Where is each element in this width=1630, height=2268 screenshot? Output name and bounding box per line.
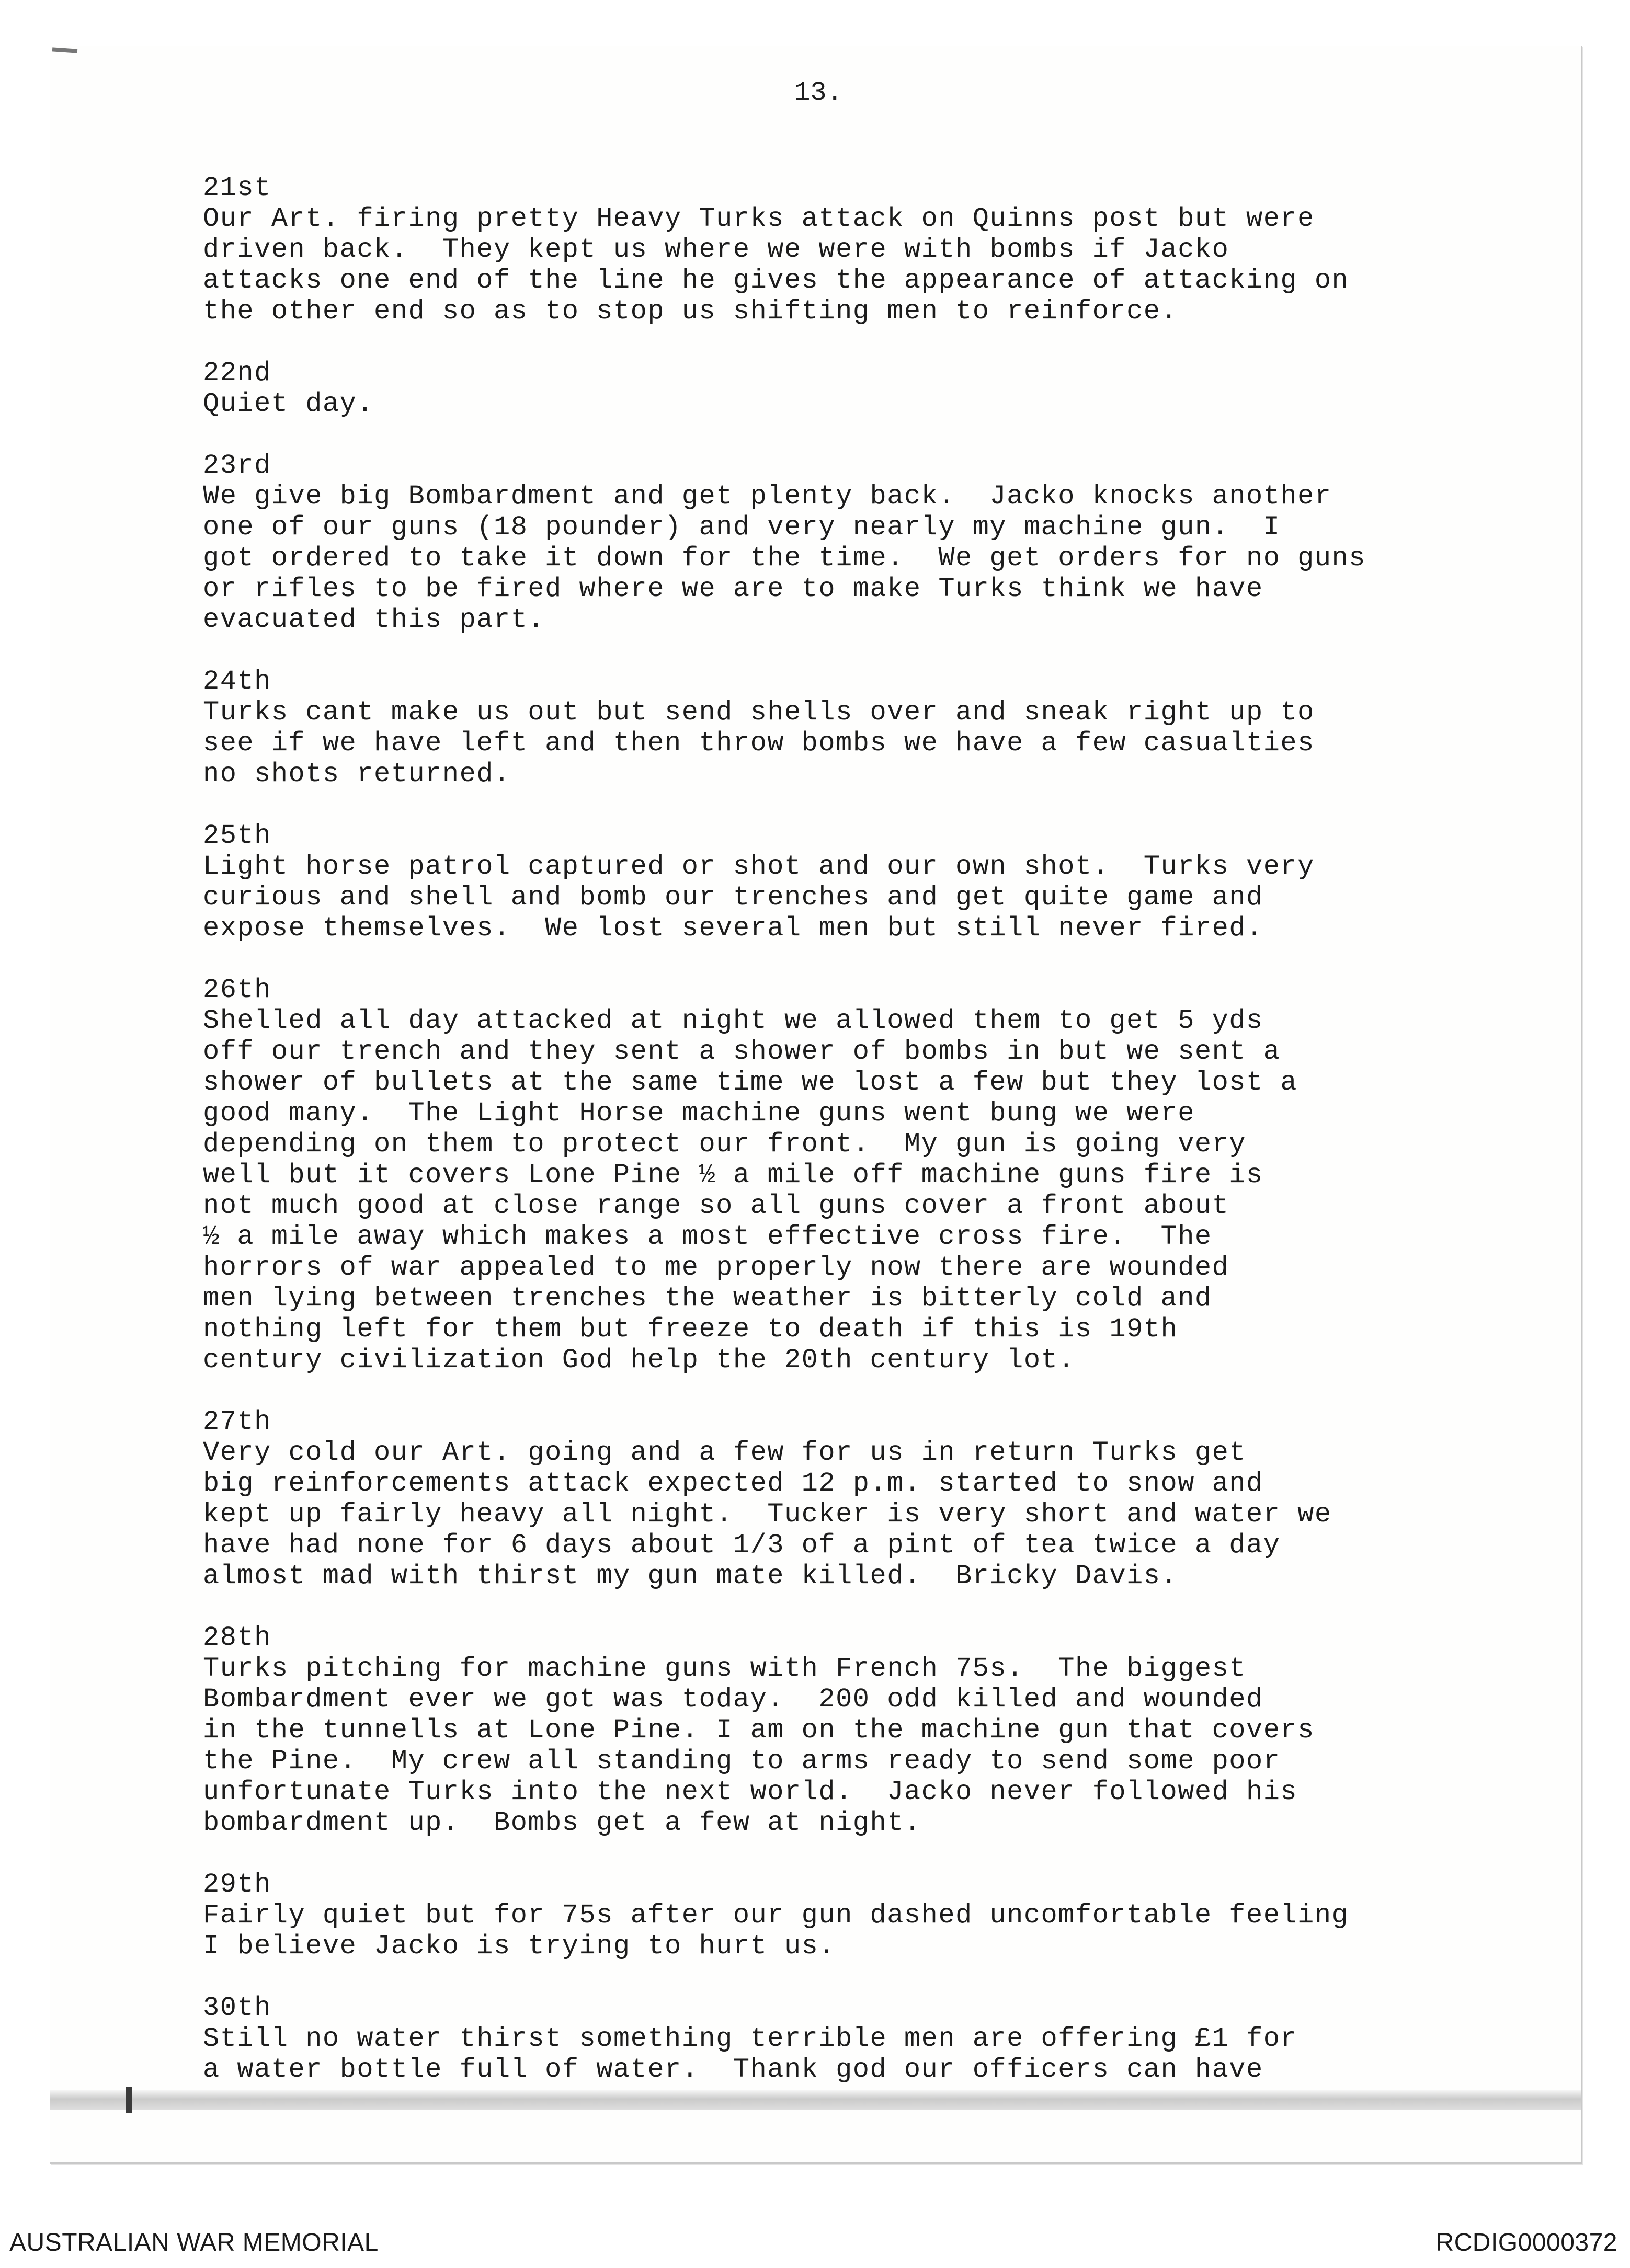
diary-entry-23rd <box>203 450 1573 635</box>
entry-date: 23rd <box>203 450 271 481</box>
entry-line: Still no water thirst something terrible men are offering £1 for <box>203 2023 1298 2054</box>
entry-line: We give big Bombardment and get plenty back. Jacko knocks another <box>203 481 1332 512</box>
entry-date: 21st <box>203 173 271 203</box>
entry-line: bombardment up. Bombs get a few at night. <box>203 1807 921 1838</box>
entry-date: 28th <box>203 1622 271 1653</box>
entry-line: not much good at close range so all guns cover a front about <box>203 1190 1229 1221</box>
entry-line: Turks pitching for machine guns with French 75s. The biggest <box>203 1653 1247 1684</box>
entry-line: no shots returned. <box>203 759 511 789</box>
entry-line: kept up fairly heavy all night. Tucker is very short and water we <box>203 1499 1332 1530</box>
entry-line: or rifles to be fired where we are to make Turks think we have <box>203 574 1263 604</box>
entry-date: 24th <box>203 666 271 697</box>
entry-line: curious and shell and bomb our trenches and get quite game and <box>203 882 1263 913</box>
diary-entry-26th <box>203 975 1573 1376</box>
entry-line: ½ a mile away which makes a most effective cross fire. The <box>203 1221 1212 1252</box>
entry-date: 26th <box>203 975 271 1005</box>
diary-entry-25th <box>203 820 1573 944</box>
entry-line: Our Art. firing pretty Heavy Turks attack on Quinns post but were <box>203 203 1315 234</box>
entry-line: nothing left for them but freeze to death if this is 19th <box>203 1314 1178 1345</box>
entry-line: Very cold our Art. going and a few for us in return Turks get <box>203 1437 1247 1468</box>
archive-credit: AUSTRALIAN WAR MEMORIAL <box>9 2229 379 2256</box>
entry-line: big reinforcements attack expected 12 p.m. started to snow and <box>203 1468 1263 1499</box>
entry-line: century civilization God help the 20th century lot. <box>203 1345 1075 1376</box>
entry-line: Shelled all day attacked at night we allowed them to get 5 yds <box>203 1005 1263 1036</box>
entry-line: got ordered to take it down for the time. We get orders for no guns <box>203 543 1366 574</box>
entry-line: unfortunate Turks into the next world. Jacko never followed his <box>203 1777 1298 1807</box>
entry-line: the Pine. My crew all standing to arms ready to send some poor <box>203 1746 1281 1777</box>
entry-line: see if we have left and then throw bombs we have a few casualties <box>203 728 1315 759</box>
diary-entry-22nd <box>203 358 1573 419</box>
diary-entry-27th <box>203 1406 1573 1591</box>
entry-line: I believe Jacko is trying to hurt us. <box>203 1931 836 1962</box>
entry-line: attacks one end of the line he gives the appearance of attacking on <box>203 265 1349 296</box>
entry-date: 27th <box>203 1406 271 1437</box>
entry-line: good many. The Light Horse machine guns went bung we were <box>203 1098 1195 1129</box>
entry-line: driven back. They kept us where we were with bombs if Jacko <box>203 234 1229 265</box>
entry-line: evacuated this part. <box>203 604 545 635</box>
entry-date: 22nd <box>203 358 271 388</box>
entry-line: men lying between trenches the weather is bitterly cold and <box>203 1283 1212 1314</box>
scan-edge-tick <box>126 2087 132 2113</box>
entry-date: 25th <box>203 820 271 851</box>
entry-line: Bombardment ever we got was today. 200 odd killed and wounded <box>203 1684 1263 1715</box>
record-id: RCDIG0000372 <box>1435 2229 1617 2256</box>
entry-line: in the tunnells at Lone Pine. I am on the machine gun that covers <box>203 1715 1315 1746</box>
entry-line: expose themselves. We lost several men but still never fired. <box>203 913 1263 944</box>
entry-date: 29th <box>203 1869 271 1900</box>
page-number: 13. <box>794 77 843 108</box>
diary-entry-30th <box>203 1992 1573 2085</box>
diary-entry-21st <box>203 173 1573 327</box>
diary-entry-24th <box>203 666 1573 789</box>
entry-line: shower of bullets at the same time we lost a few but they lost a <box>203 1067 1298 1098</box>
entry-line: well but it covers Lone Pine ½ a mile off machine guns fire is <box>203 1160 1263 1190</box>
entry-line: a water bottle full of water. Thank god our officers can have <box>203 2054 1263 2085</box>
entry-line: almost mad with thirst my gun mate killed. Bricky Davis. <box>203 1561 1178 1591</box>
entry-line: horrors of war appealed to me properly now there are wounded <box>203 1252 1229 1283</box>
entry-date: 30th <box>203 1992 271 2023</box>
diary-entry-29th <box>203 1869 1573 1962</box>
entry-line: Turks cant make us out but send shells over and sneak right up to <box>203 697 1315 728</box>
diary-entry-28th <box>203 1622 1573 1838</box>
entry-line: depending on them to protect our front. My gun is going very <box>203 1129 1247 1160</box>
entry-line: have had none for 6 days about 1/3 of a pint of tea twice a day <box>203 1530 1281 1561</box>
entry-line: off our trench and they sent a shower of bombs in but we sent a <box>203 1036 1281 1067</box>
entry-line: one of our guns (18 pounder) and very nearly my machine gun. I <box>203 512 1281 543</box>
entry-line: Light horse patrol captured or shot and our own shot. Turks very <box>203 851 1315 882</box>
entry-line: Fairly quiet but for 75s after our gun dashed uncomfortable feeling <box>203 1900 1349 1931</box>
entry-line: the other end so as to stop us shifting men to reinforce. <box>203 296 1178 327</box>
diary-text <box>203 173 1573 2116</box>
entry-line: Quiet day. <box>203 388 374 419</box>
